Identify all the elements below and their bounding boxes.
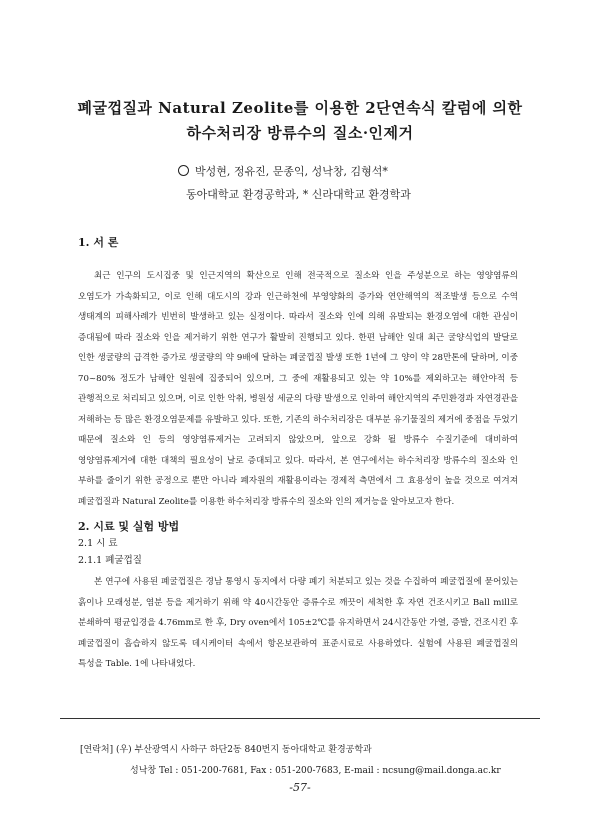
contact-details: 성낙창 Tel : 051-200-7681, Fax : 051-200-7683, E-mail : ncsung@mail.donga.ac.kr [130,766,501,776]
presenter-circle-icon [178,165,189,176]
subsection-2-1-1-heading: 2.1.1 폐굴껍질 [78,555,142,566]
section-2-body: 본 연구에 사용된 폐굴껍질은 경남 통영시 동지에서 다량 폐기 처분되고 있는 것을 수집하여 폐굴껍질에 묻어있는 흙이나 모래성분, 염분 등을 제거하기 위해 약 40시간동안 증류수로 깨끗이 세척한 후 자연 건조시키고 Ball mill로 분쇄하여 평균입경을 4.76mm로 한 후, Dry oven에서 105±2℃를 유지하면서 24시간동안 가열, 증발, 건조시킨 후 폐굴껍질이 흡습하지 않도록 데시케이터 속에서 항온보관하여 표준시료로 사용하였다. 실험에 사용된 폐굴껍질의 특성을 Table. 1에 나타내었다. [78,577,518,669]
author-list [178,163,388,179]
author-names: 박성현, 정유진, 문종익, 성낙창, 김형석* [195,165,388,178]
section-2-heading: 2. 시료 및 실험 방법 [78,520,180,533]
paper-title-line-1: 폐굴껍질과 Natural Zeolite를 이용한 2단연속식 칼럼에 의한 [77,99,523,117]
section-1-heading: 1. 서 론 [78,236,119,249]
page-number: -57- [289,781,311,794]
paper-title-line-2: 하수처리장 방류수의 질소·인제거 [186,124,414,142]
subsection-2-1-heading: 2.1 시 료 [78,538,118,549]
section-1-body: 최근 인구의 도시집중 및 인근지역의 확산으로 인해 전국적으로 질소와 인을 주성분으로 하는 영양염류의 오염도가 가속화되고, 이로 인해 대도시의 강과 인근하천에 부영양화의 증가와 연안해역의 적조발생 등으로 수역 생태계의 피해사례가 빈번히 발생하고 있는 실정이다. 따라서 질소와 인에 의해 유발되는 환경오염에 대한 관심이 증대됨에 따라 질소와 인을 제거하기 위한 연구가 활발히 진행되고 있다. 한편 남해안 일대 최근 굴양식업의 발달로 인한 생굴량의 급격한 증가로 생굴량의 약 9배에 달하는 폐굴껍질 발생 또한 1년에 그 양이 약 28만톤에 달하며, 이중 70~80% 정도가 남해안 일원에 집중되어 있으며, 그 중에 재활용되고 있는 약 10%를 제외하고는 해안야적 등 관행적으로 처리되고 있으며, 이로 인한 악취, 병원성 세균의 다량 발생으로 인하여 해안지역의 주민환경과 자연경관을 저해하는 등 많은 환경오염문제를 유발하고 있다. 또한, 기존의 하수처리장은 대부분 유기물질의 제거에 중점을 두었기 때문에 질소와 인 등의 영양염류제거는 고려되지 않았으며, 앞으로 강화 될 방류수 수질기준에 대비하여 영양염류제거에 대한 대책의 필요성이 날로 증대되고 있다. 따라서, 본 연구에서는 하수처리장 방류수의 질소와 인 부하를 줄이기 위한 공정으로 뿐만 아니라 폐자원의 재활용이라는 경제적 측면에서 그 효용성이 높을 것으로 여겨져 폐굴껍질과 Natural Zeolite를 이용한 하수처리장 방류수의 질소와 인의 제거능을 알아보고자 한다. [78,271,518,507]
author-affiliation: 동아대학교 환경공학과, * 신라대학교 환경학과 [186,188,411,201]
contact-address: [연락처] (우) 부산광역시 사하구 하단2동 840번지 동아대학교 환경공학과 [80,745,372,755]
footnote-divider [60,718,540,719]
